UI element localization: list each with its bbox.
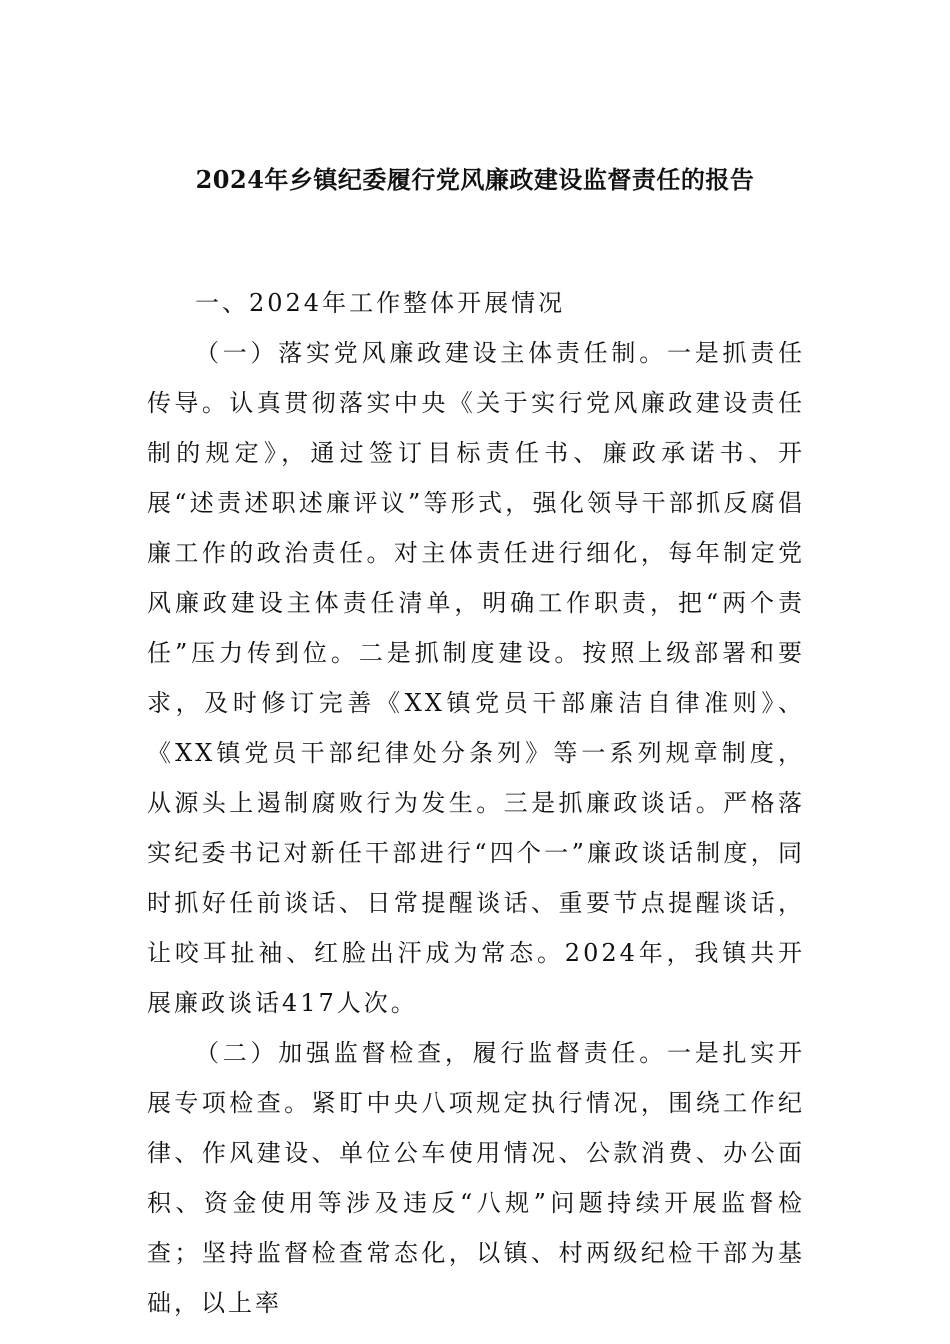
section-heading: 一、2024年工作整体开展情况 bbox=[195, 289, 566, 317]
paragraph-2: （二）加强监督检查，履行监督责任。一是扎实开展专项检查。紧盯中央八项规定执行情况，围绕工作纪律、作风建设、单位公车使用情况、公款消费、办公面积、资金使用等涉及违反“八规”问题持续开展监督检查；坚持监督检查常态化，以镇、村两级纪检干部为基础，以上率 bbox=[147, 1039, 805, 1317]
document-title: 2024年乡镇纪委履行党风廉政建设监督责任的报告 bbox=[195, 165, 755, 194]
document-body bbox=[147, 278, 805, 1328]
paragraph-1: （一）落实党风廉政建设主体责任制。一是抓责任传导。认真贯彻落实中央《关于实行党风廉政建设责任制的规定》，通过签订目标责任书、廉政承诺书、开展“述责述职述廉评议”等形式，强化领导干部抓反腐倡廉工作的政治责任。对主体责任进行细化，每年制定党风廉政建设主体责任清单，明确工作职责，把“两个责任”压力传到位。二是抓制度建设。按照上级部署和要求，及时修订完善《XX镇党员干部廉洁自律准则》、《XX镇党员干部纪律处分条列》等一系列规章制度，从源头上遏制腐败行为发生。三是抓廉政谈话。严格落实纪委书记对新任干部进行“四个一”廉政谈话制度，同时抓好任前谈话、日常提醒谈话、重要节点提醒谈话，让咬耳扯袖、红脸出汗成为常态。2024年，我镇共开展廉政谈话417人次。 bbox=[147, 339, 805, 1017]
